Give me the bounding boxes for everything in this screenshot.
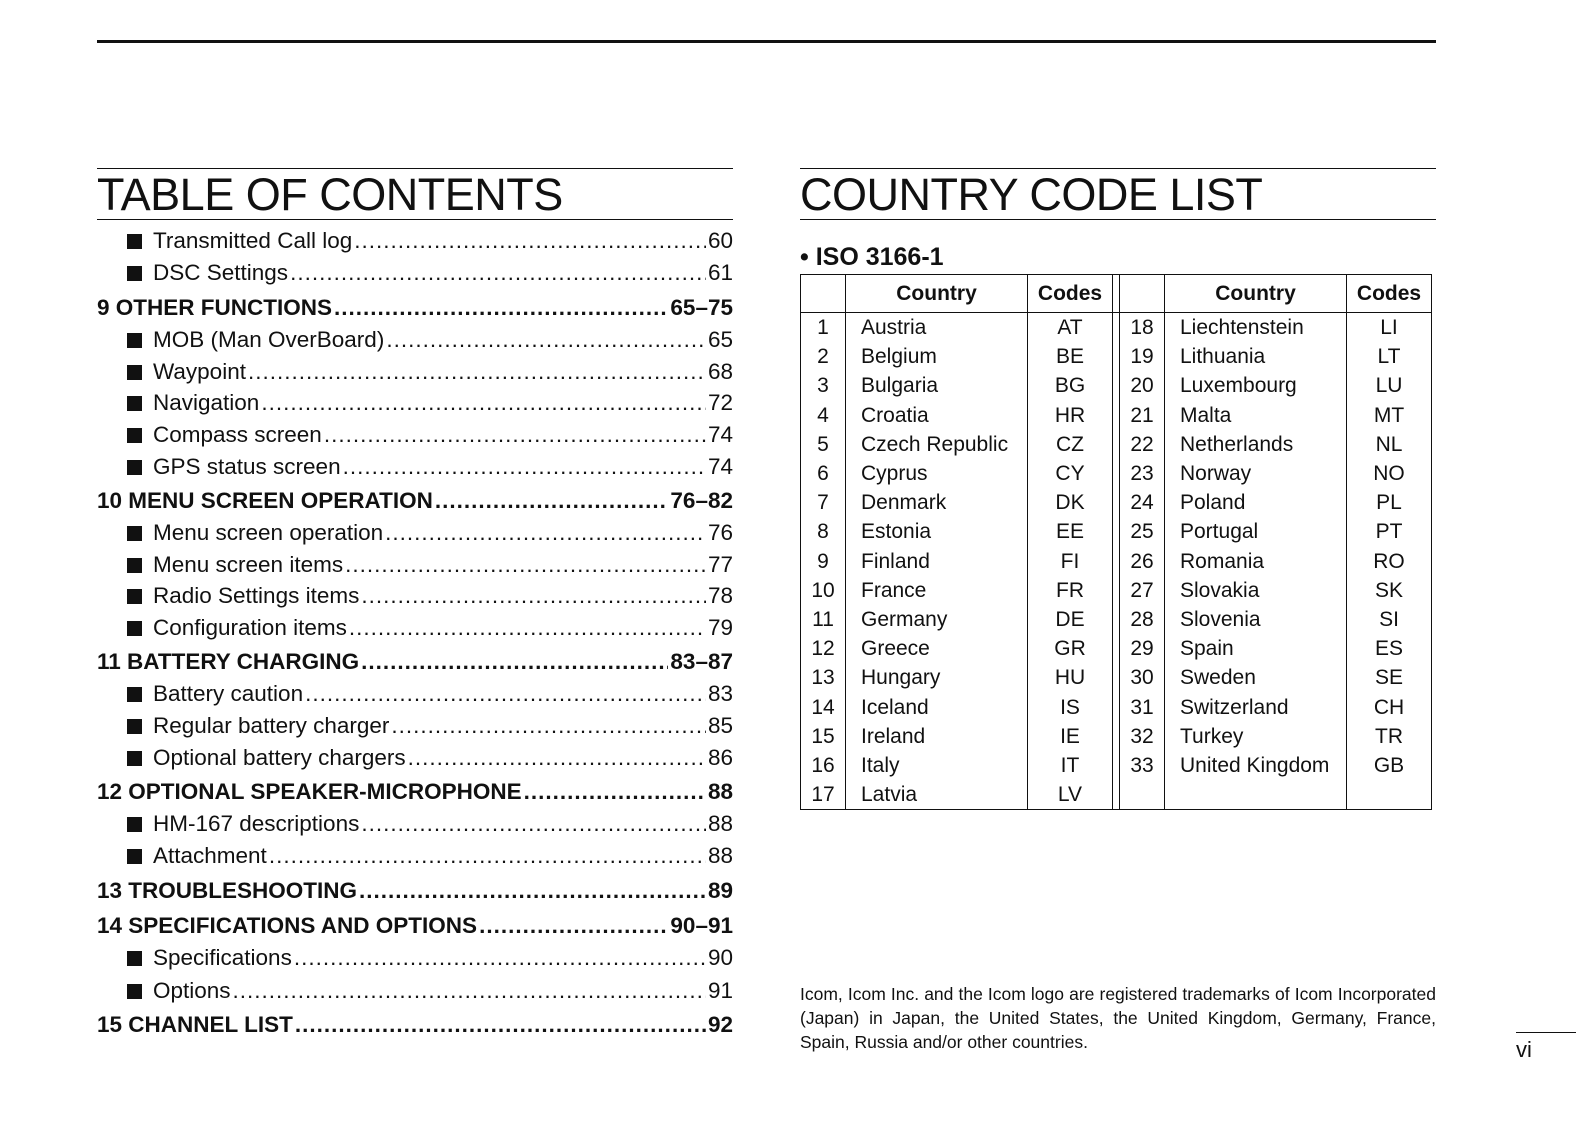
row-number: 32 — [1120, 722, 1165, 751]
country-name: Italy — [846, 751, 1028, 780]
square-bullet-icon — [127, 951, 142, 966]
country-name: Slovakia — [1165, 576, 1347, 605]
row-number: 9 — [801, 547, 846, 576]
table-row — [801, 692, 1432, 721]
country-name: Greece — [846, 634, 1028, 663]
column-divider — [1113, 751, 1120, 780]
column-divider — [1113, 605, 1120, 634]
row-number: 5 — [801, 430, 846, 459]
column-divider — [1113, 459, 1120, 488]
row-number: 19 — [1120, 342, 1165, 371]
table-row — [801, 313, 1432, 343]
column-divider — [1113, 313, 1120, 343]
country-code: FR — [1028, 576, 1113, 605]
toc-entry — [97, 876, 733, 906]
row-number: 20 — [1120, 371, 1165, 400]
toc-entry-page: 68 — [707, 359, 733, 384]
row-number: 6 — [801, 459, 846, 488]
country-code: SE — [1347, 663, 1432, 692]
square-bullet-icon — [127, 751, 142, 766]
toc-entry — [97, 581, 733, 611]
dot-leader — [305, 679, 706, 709]
row-number: 11 — [801, 605, 846, 634]
country-code-table — [800, 274, 1432, 810]
dot-leader — [479, 911, 668, 941]
toc-entry-page: 83 — [707, 681, 733, 706]
country-name: Latvia — [846, 780, 1028, 810]
toc-entry-page: 91 — [707, 978, 733, 1003]
row-number: 25 — [1120, 517, 1165, 546]
country-name: Sweden — [1165, 663, 1347, 692]
header-number — [801, 275, 846, 313]
toc-entry-page: 72 — [707, 390, 733, 415]
row-number: 26 — [1120, 547, 1165, 576]
country-code: LI — [1347, 313, 1432, 343]
table-row — [801, 488, 1432, 517]
table-row — [801, 401, 1432, 430]
toc-entry-label: Radio Settings items — [153, 583, 360, 608]
toc-entry — [97, 420, 733, 450]
toc-entry — [97, 452, 733, 482]
row-number: 29 — [1120, 634, 1165, 663]
column-divider — [1113, 517, 1120, 546]
square-bullet-icon — [127, 849, 142, 864]
dot-leader — [248, 357, 706, 387]
column-divider — [1113, 488, 1120, 517]
dot-leader — [391, 711, 706, 741]
toc-entry-label: Menu screen operation — [153, 520, 384, 545]
country-code: CZ — [1028, 430, 1113, 459]
column-divider — [1113, 692, 1120, 721]
toc-entry-page: 90 — [707, 945, 733, 970]
row-number: 24 — [1120, 488, 1165, 517]
country-code: FI — [1028, 547, 1113, 576]
toc-entry — [97, 388, 733, 418]
country-name: Lithuania — [1165, 342, 1347, 371]
dot-leader — [295, 1010, 706, 1040]
row-number: 8 — [801, 517, 846, 546]
toc-entry-label: Compass screen — [153, 422, 322, 447]
country-code: DK — [1028, 488, 1113, 517]
country-code: IE — [1028, 722, 1113, 751]
row-number — [1120, 780, 1165, 810]
toc-entry-label: Transmitted Call log — [153, 228, 353, 253]
header-number — [1120, 275, 1165, 313]
square-bullet-icon — [127, 266, 142, 281]
dot-leader — [269, 841, 706, 871]
toc-entry-page: 61 — [707, 260, 733, 285]
toc-entry-page: 79 — [707, 615, 733, 640]
table-header-row — [801, 275, 1432, 313]
square-bullet-icon — [127, 719, 142, 734]
table-row — [801, 663, 1432, 692]
dot-leader — [294, 943, 706, 973]
toc-entry-label: 9 OTHER FUNCTIONS — [97, 295, 333, 320]
country-name: Croatia — [846, 401, 1028, 430]
dot-leader — [349, 613, 706, 643]
toc-entry-label: HM-167 descriptions — [153, 811, 360, 836]
toc-entry-label: 10 MENU SCREEN OPERATION — [97, 488, 433, 513]
toc-entry-label: Waypoint — [153, 359, 246, 384]
toc-entry-page: 60 — [707, 228, 733, 253]
toc-entry-label: MOB (Man OverBoard) — [153, 327, 385, 352]
table-row — [801, 517, 1432, 546]
toc-entry-label: Menu screen items — [153, 552, 344, 577]
country-code: GR — [1028, 634, 1113, 663]
dot-leader — [361, 647, 668, 677]
header-codes: Codes — [1028, 275, 1113, 313]
row-number: 2 — [801, 342, 846, 371]
country-name: Slovenia — [1165, 605, 1347, 634]
row-number: 31 — [1120, 692, 1165, 721]
country-name: Ireland — [846, 722, 1028, 751]
row-number: 30 — [1120, 663, 1165, 692]
row-number: 3 — [801, 371, 846, 400]
column-divider — [1113, 780, 1120, 810]
toc-entry — [97, 486, 733, 516]
country-code: LU — [1347, 371, 1432, 400]
row-number: 21 — [1120, 401, 1165, 430]
dot-leader — [343, 452, 706, 482]
row-number: 17 — [801, 780, 846, 810]
toc-entry — [97, 841, 733, 871]
country-name: Iceland — [846, 692, 1028, 721]
header-country: Country — [1165, 275, 1347, 313]
dot-leader — [345, 550, 706, 580]
row-number: 18 — [1120, 313, 1165, 343]
table-row — [801, 371, 1432, 400]
table-row — [801, 342, 1432, 371]
country-name: Finland — [846, 547, 1028, 576]
table-row — [801, 547, 1432, 576]
country-code: LV — [1028, 780, 1113, 810]
country-code-list — [800, 168, 1436, 807]
country-code: PT — [1347, 517, 1432, 546]
table-row — [801, 605, 1432, 634]
row-number: 13 — [801, 663, 846, 692]
column-divider — [1113, 722, 1120, 751]
country-code-title: COUNTRY CODE LIST — [800, 168, 1436, 220]
toc-entry-page: 90–91 — [670, 913, 733, 938]
header-rule — [97, 40, 1436, 43]
toc-entry-page: 76 — [707, 520, 733, 545]
toc-entry — [97, 293, 733, 323]
country-name: Norway — [1165, 459, 1347, 488]
dot-leader — [290, 258, 706, 288]
row-number: 7 — [801, 488, 846, 517]
row-number: 14 — [801, 692, 846, 721]
toc-entry — [97, 711, 733, 741]
toc-entry — [97, 743, 733, 773]
country-name: Poland — [1165, 488, 1347, 517]
column-divider — [1113, 401, 1120, 430]
toc-entry — [97, 226, 733, 256]
square-bullet-icon — [127, 621, 142, 636]
toc-entry-label: 13 TROUBLESHOOTING — [97, 878, 358, 903]
country-code: IS — [1028, 692, 1113, 721]
country-name: Liechtenstein — [1165, 313, 1347, 343]
square-bullet-icon — [127, 396, 142, 411]
country-name: Cyprus — [846, 459, 1028, 488]
table-row — [801, 576, 1432, 605]
toc-entry-label: 11 BATTERY CHARGING — [97, 649, 360, 674]
country-name: Netherlands — [1165, 430, 1347, 459]
country-code: TR — [1347, 722, 1432, 751]
toc-entry-page: 65 — [707, 327, 733, 352]
square-bullet-icon — [127, 333, 142, 348]
country-name: Belgium — [846, 342, 1028, 371]
country-code: NL — [1347, 430, 1432, 459]
country-code: AT — [1028, 313, 1113, 343]
toc-entry-label: Attachment — [153, 843, 267, 868]
country-code: HR — [1028, 401, 1113, 430]
toc-entry-page: 89 — [707, 878, 733, 903]
toc-entry — [97, 258, 733, 288]
square-bullet-icon — [127, 428, 142, 443]
square-bullet-icon — [127, 687, 142, 702]
country-name: Luxembourg — [1165, 371, 1347, 400]
toc-entry-label: 14 SPECIFICATIONS AND OPTIONS — [97, 913, 478, 938]
country-code: CY — [1028, 459, 1113, 488]
toc-entry — [97, 1010, 733, 1040]
dot-leader — [354, 226, 706, 256]
country-code: NO — [1347, 459, 1432, 488]
row-number: 22 — [1120, 430, 1165, 459]
toc-entry-page: 88 — [707, 779, 733, 804]
toc-entry-page: 76–82 — [670, 488, 733, 513]
dot-leader — [386, 325, 706, 355]
country-name: United Kingdom — [1165, 751, 1347, 780]
page-number: vi — [1516, 1032, 1576, 1063]
dot-leader — [435, 486, 669, 516]
row-number: 1 — [801, 313, 846, 343]
square-bullet-icon — [127, 526, 142, 541]
row-number: 23 — [1120, 459, 1165, 488]
toc-entry-label: Specifications — [153, 945, 292, 970]
dot-leader — [361, 581, 706, 611]
country-code: GB — [1347, 751, 1432, 780]
square-bullet-icon — [127, 558, 142, 573]
country-name: Bulgaria — [846, 371, 1028, 400]
dot-leader — [361, 809, 706, 839]
toc-entry-page: 83–87 — [670, 649, 733, 674]
country-code: BE — [1028, 342, 1113, 371]
toc-entry — [97, 550, 733, 580]
country-code: LT — [1347, 342, 1432, 371]
country-name: Germany — [846, 605, 1028, 634]
country-name: Romania — [1165, 547, 1347, 576]
toc-entry — [97, 943, 733, 973]
square-bullet-icon — [127, 589, 142, 604]
country-name: Estonia — [846, 517, 1028, 546]
trademark-note: Icom, Icom Inc. and the Icom logo are registered trademarks of Icom Incorporated (Japan) in Japan, the United States, the United Kingdom, Germany, France, Spain, Russia and/or other countries. — [800, 983, 1436, 1052]
table-row — [801, 459, 1432, 488]
toc-entry-label: Regular battery charger — [153, 713, 390, 738]
row-number: 16 — [801, 751, 846, 780]
country-name: Austria — [846, 313, 1028, 343]
country-name: Portugal — [1165, 517, 1347, 546]
toc-entry — [97, 357, 733, 387]
toc-entry-label: Navigation — [153, 390, 260, 415]
toc-entry — [97, 809, 733, 839]
row-number: 15 — [801, 722, 846, 751]
toc-entry — [97, 647, 733, 677]
toc-entry-label: Optional battery chargers — [153, 745, 406, 770]
country-code: SI — [1347, 605, 1432, 634]
toc-entry-page: 77 — [707, 552, 733, 577]
square-bullet-icon — [127, 460, 142, 475]
column-divider — [1113, 547, 1120, 576]
country-code: IT — [1028, 751, 1113, 780]
country-code: SK — [1347, 576, 1432, 605]
toc-entry-label: GPS status screen — [153, 454, 341, 479]
row-number: 33 — [1120, 751, 1165, 780]
column-divider — [1113, 275, 1120, 313]
column-divider — [1113, 634, 1120, 663]
dot-leader — [408, 743, 706, 773]
column-divider — [1113, 342, 1120, 371]
square-bullet-icon — [127, 234, 142, 249]
dot-leader — [334, 293, 668, 323]
country-code: PL — [1347, 488, 1432, 517]
toc-entry-label: Configuration items — [153, 615, 347, 640]
toc-entry — [97, 325, 733, 355]
table-row — [801, 722, 1432, 751]
square-bullet-icon — [127, 817, 142, 832]
header-codes: Codes — [1347, 275, 1432, 313]
table-row — [801, 634, 1432, 663]
column-divider — [1113, 576, 1120, 605]
country-code: ES — [1347, 634, 1432, 663]
dot-leader — [359, 876, 706, 906]
toc-entry-page: 85 — [707, 713, 733, 738]
dot-leader — [261, 388, 706, 418]
table-of-contents — [97, 168, 733, 1037]
toc-entry-page: 78 — [707, 583, 733, 608]
dot-leader — [324, 420, 706, 450]
row-number: 28 — [1120, 605, 1165, 634]
country-name: France — [846, 576, 1028, 605]
toc-entry-page: 92 — [707, 1012, 733, 1037]
column-divider — [1113, 371, 1120, 400]
column-divider — [1113, 430, 1120, 459]
toc-entry-page: 86 — [707, 745, 733, 770]
column-divider — [1113, 663, 1120, 692]
country-name: Spain — [1165, 634, 1347, 663]
country-code: EE — [1028, 517, 1113, 546]
toc-entry-label: DSC Settings — [153, 260, 289, 285]
toc-entry-label: 15 CHANNEL LIST — [97, 1012, 293, 1037]
row-number: 10 — [801, 576, 846, 605]
toc-entry-page: 88 — [707, 843, 733, 868]
toc-entry-page: 74 — [707, 454, 733, 479]
country-name: Turkey — [1165, 722, 1347, 751]
iso-standard-heading: • ISO 3166-1 — [800, 243, 944, 271]
toc-entry — [97, 613, 733, 643]
toc-entry-page: 88 — [707, 811, 733, 836]
country-code: RO — [1347, 547, 1432, 576]
country-code: MT — [1347, 401, 1432, 430]
toc-entry — [97, 911, 733, 941]
header-country: Country — [846, 275, 1028, 313]
toc-entry-page: 65–75 — [670, 295, 733, 320]
table-row — [801, 751, 1432, 780]
country-code: BG — [1028, 371, 1113, 400]
toc-entry — [97, 777, 733, 807]
dot-leader — [524, 777, 706, 807]
toc-entry-page: 74 — [707, 422, 733, 447]
country-name — [1165, 780, 1347, 810]
toc-title: TABLE OF CONTENTS — [97, 168, 733, 220]
toc-entry-label: Options — [153, 978, 231, 1003]
country-code: HU — [1028, 663, 1113, 692]
country-code-rows — [801, 313, 1432, 810]
dot-leader — [233, 976, 706, 1006]
toc-entry-label: 12 OPTIONAL SPEAKER-MICROPHONE — [97, 779, 522, 804]
square-bullet-icon — [127, 984, 142, 999]
country-name: Malta — [1165, 401, 1347, 430]
row-number: 27 — [1120, 576, 1165, 605]
dot-leader — [385, 518, 706, 548]
table-row — [801, 430, 1432, 459]
toc-entry-label: Battery caution — [153, 681, 304, 706]
country-code: CH — [1347, 692, 1432, 721]
square-bullet-icon — [127, 365, 142, 380]
country-name: Denmark — [846, 488, 1028, 517]
country-name: Switzerland — [1165, 692, 1347, 721]
country-name: Czech Republic — [846, 430, 1028, 459]
country-code: DE — [1028, 605, 1113, 634]
toc-entry — [97, 518, 733, 548]
row-number: 4 — [801, 401, 846, 430]
country-name: Hungary — [846, 663, 1028, 692]
country-code — [1347, 780, 1432, 810]
table-row — [801, 780, 1432, 810]
row-number: 12 — [801, 634, 846, 663]
toc-entry — [97, 976, 733, 1006]
toc-entry — [97, 679, 733, 709]
